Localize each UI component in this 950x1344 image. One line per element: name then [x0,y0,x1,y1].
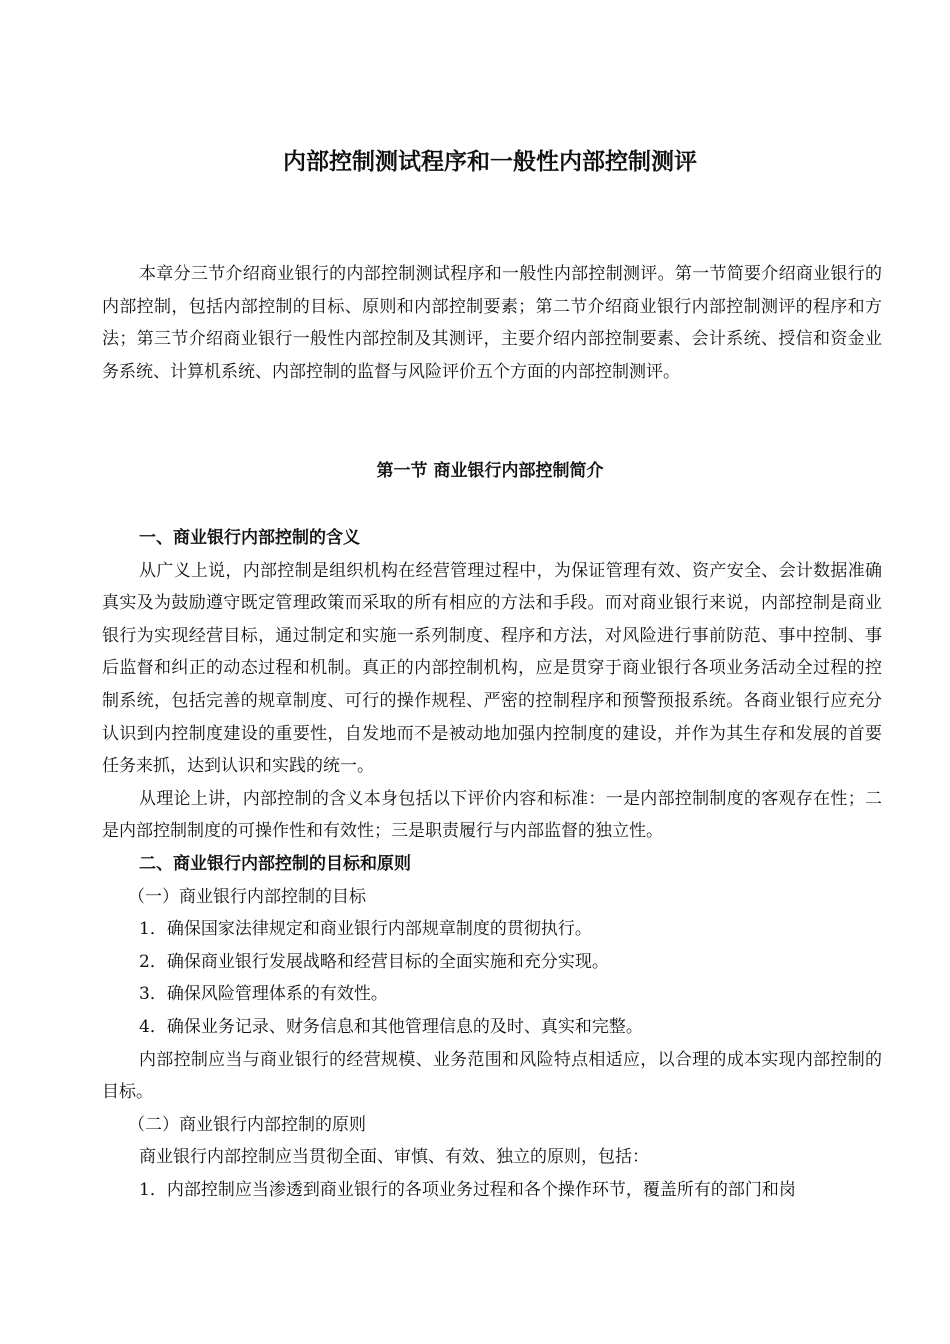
subheading-goals: （一）商业银行内部控制的目标 [128,886,366,907]
goal-item-4: 4．确保业务记录、财务信息和其他管理信息的及时、真实和完整。 [139,1016,643,1037]
principle-item-1: 1．内部控制应当渗透到商业银行的各项业务过程和各个操作环节，覆盖所有的部门和岗 [139,1179,796,1200]
document-title: 内部控制测试程序和一般性内部控制测评 [283,149,697,175]
subheading-principles: （二）商业银行内部控制的原则 [128,1114,366,1135]
paragraph-theory: 从理论上讲，内部控制的含义本身包括以下评价内容和标准：一是内部控制制度的客观存在性；二是内部控制制度的可操作性和有效性；三是职责履行与内部监督的独立性。 [102,788,882,842]
intro-paragraph: 本章分三节介绍商业银行的内部控制测试程序和一般性内部控制测评。第一节简要介绍商业银行的内部控制，包括内部控制的目标、原则和内部控制要素；第二节介绍商业银行内部控制测评的程序和方法；第三节介绍商业银行一般性内部控制及其测评，主要介绍内部控制要素、会计系统、授信和资金业务系统、计算机系统、内部控制的监督与风险评价五个方面的内部控制测评。 [102,264,882,382]
goal-item-2: 2．确保商业银行发展战略和经营目标的全面实施和充分实现。 [139,951,609,972]
paragraph-broad-definition: 从广义上说，内部控制是组织机构在经营管理过程中，为保证管理有效、资产安全、会计数据准确真实及为鼓励遵守既定管理政策而采取的所有相应的方法和手段。而对商业银行来说，内部控制是商业银行为实现经营目标，通过制定和实施一系列制度、程序和方法，对风险进行事前防范、事中控制、事后监督和纠正的动态过程和机制。真正的内部控制机构，应是贯穿于商业银行各项业务活动全过程的控制系统，包括完善的规章制度、可行的操作规程、严密的控制程序和预警预报系统。各商业银行应充分认识到内控制度建设的重要性，自发地而不是被动地加强内控制度的建设，并作为其生存和发展的首要任务来抓，达到认识和实践的统一。 [102,560,882,777]
intro-block [102,258,882,388]
goal-item-3: 3．确保风险管理体系的有效性。 [139,984,388,1005]
paragraph-principles-intro: 商业银行内部控制应当贯彻全面、审慎、有效、独立的原则，包括： [139,1147,649,1168]
heading-meaning: 一、商业银行内部控制的含义 [139,528,360,548]
heading-goals-principles: 二、商业银行内部控制的目标和原则 [139,853,411,874]
section-title: 第一节 商业银行内部控制简介 [376,461,604,481]
paragraph-scale: 内部控制应当与商业银行的经营规模、业务范围和风险特点相适应，以合理的成本实现内部控制的目标。 [102,1049,882,1103]
goal-item-1: 1．确保国家法律规定和商业银行内部规章制度的贯彻执行。 [139,919,592,940]
section-body [102,522,882,1206]
